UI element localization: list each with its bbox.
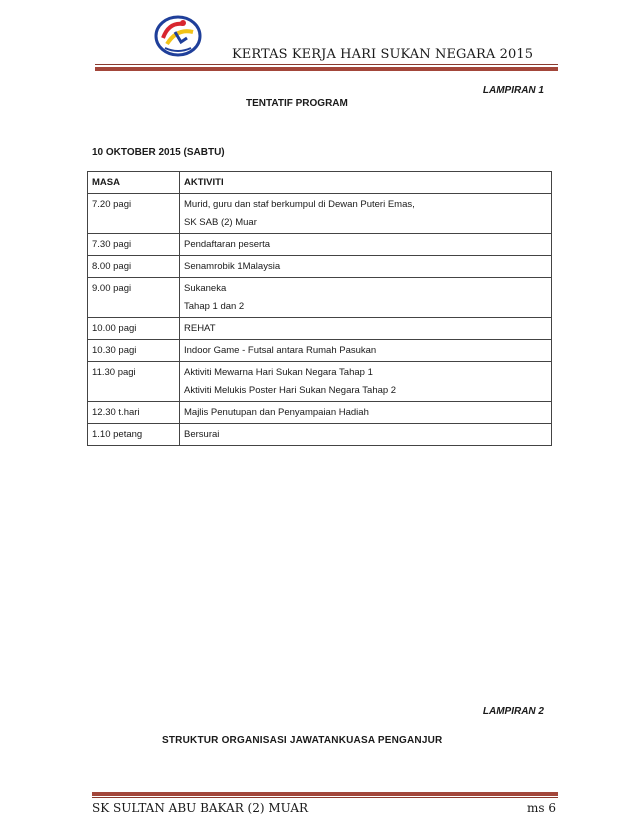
footer-page-number: ms 6 [527, 801, 556, 815]
masa-cell: 7.20 pagi [88, 194, 180, 234]
table-row [88, 362, 552, 402]
masa-cell: 10.30 pagi [88, 340, 180, 362]
table-row [88, 194, 552, 234]
aktiviti-line: Aktiviti Melukis Poster Hari Sukan Negara Tahap 2 [184, 385, 397, 396]
document-header-title: KERTAS KERJA HARI SUKAN NEGARA 2015 [232, 47, 534, 62]
lampiran-2-label: LAMPIRAN 2 [482, 706, 544, 717]
logo [153, 14, 203, 58]
aktiviti-line: SK SAB (2) Muar [184, 217, 257, 228]
struktur-organisasi-title: STRUKTUR ORGANISASI JAWATANKUASA PENGANJUR [162, 735, 443, 746]
table-row [88, 256, 552, 278]
schedule-table [87, 171, 552, 446]
aktiviti-cell: Senamrobik 1Malaysia [180, 256, 552, 278]
hari-sukan-negara-logo-icon [153, 14, 203, 58]
lampiran-1-label: LAMPIRAN 1 [482, 85, 544, 96]
masa-cell: 7.30 pagi [88, 234, 180, 256]
table-row [88, 402, 552, 424]
table-row [88, 234, 552, 256]
footer-rule-thin [92, 797, 558, 798]
masa-cell: 10.00 pagi [88, 318, 180, 340]
masa-cell: 1.10 petang [88, 424, 180, 446]
aktiviti-line: Murid, guru dan staf berkumpul di Dewan Puteri Emas, [184, 199, 415, 210]
aktiviti-cell: Pendaftaran peserta [180, 234, 552, 256]
aktiviti-cell: Majlis Penutupan dan Penyampaian Hadiah [180, 402, 552, 424]
masa-cell: 12.30 t.hari [88, 402, 180, 424]
header-rule-thick [95, 67, 558, 71]
aktiviti-line: Sukaneka [184, 283, 227, 294]
column-header-aktiviti: AKTIVITI [180, 172, 552, 194]
header-rule-thin [95, 64, 558, 65]
aktiviti-line: Aktiviti Mewarna Hari Sukan Negara Tahap 1 [184, 367, 373, 378]
aktiviti-cell: Bersurai [180, 424, 552, 446]
table-row [88, 318, 552, 340]
footer-school-name: SK SULTAN ABU BAKAR (2) MUAR [92, 801, 309, 815]
table-header-row [88, 172, 552, 194]
footer-rule-thick [92, 792, 558, 796]
table-row [88, 424, 552, 446]
table-row [88, 278, 552, 318]
masa-cell: 8.00 pagi [88, 256, 180, 278]
table-row [88, 340, 552, 362]
column-header-masa: MASA [88, 172, 180, 194]
aktiviti-cell: Indoor Game - Futsal antara Rumah Pasukan [180, 340, 552, 362]
aktiviti-line: Tahap 1 dan 2 [184, 301, 245, 312]
aktiviti-cell [180, 278, 552, 318]
tentatif-program-title: TENTATIF PROGRAM [246, 98, 348, 109]
aktiviti-cell: REHAT [180, 318, 552, 340]
aktiviti-cell [180, 362, 552, 402]
date-heading: 10 OKTOBER 2015 (SABTU) [92, 147, 225, 158]
masa-cell: 9.00 pagi [88, 278, 180, 318]
aktiviti-cell [180, 194, 552, 234]
masa-cell: 11.30 pagi [88, 362, 180, 402]
